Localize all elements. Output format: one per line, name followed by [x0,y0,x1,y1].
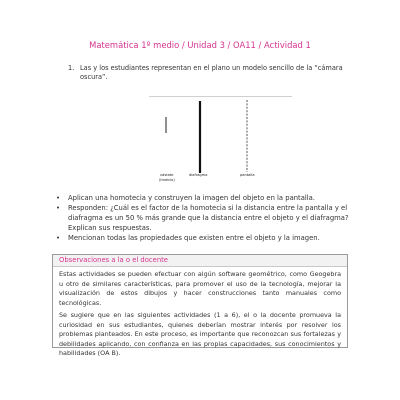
list-item [52,204,372,233]
list-item [52,234,372,244]
bullet-icon: • [56,194,61,202]
activity-list [52,194,372,245]
observations-title: Observaciones a la o el docente [53,255,347,267]
observations-paragraph-1: Estas actividades se pueden efectuar con algún software geométrico, como Geogebra u otro de similares características, para promover el uso de la tecnología, mejorar la visualización de estos dibujos y hacer construcciones tanto manuales como tecnológicas. [59,270,341,307]
list-item-text: Aplican una homotecia y construyen la imagen del objeto en la pantalla. [68,194,315,202]
list-item-text: Mencionan todas las propiedades que existen entre el objeto y la imagen. [68,234,320,243]
teacher-observations-box [52,254,348,357]
camera-obscura-figure [148,96,293,190]
object-label: vástate [160,173,174,177]
question-number: 1. [68,64,75,72]
observations-paragraph-2: Se sugiere que en las siguientes actividades (1 a 6), el o la docente promueva la curiosidad en sus estudiantes, quienes deberían mostrar interés por resolver los problemas planteados. En este proceso, es importante que reconozcan sus fortalezas y debilidades aplicando, con confianza en las propias capacidades, sus conocimientos y habilidades (OA B). [59,311,341,357]
page-header: Matemática 1º medio / Unidad 3 / OA11 / Actividad 1 [89,40,311,50]
bullet-icon: • [56,234,61,243]
list-item-text: Responden: ¿Cuál es el factor de la homotecia si la distancia entre la pantalla y el diafragma es un 50 % más grande que la distancia entre el objeto y el diafragma? Explican sus respuestas. [68,204,349,232]
object-label-2: (Imeiclo) [159,177,175,182]
diaphragm-label: diafragma [189,173,208,177]
list-item [52,194,372,204]
bullet-icon: • [56,204,61,213]
screen-label: pantalla [240,173,255,177]
question-text: Las y los estudiantes representan en el plano un modelo sencillo de la “cámara oscura”. [80,64,343,82]
